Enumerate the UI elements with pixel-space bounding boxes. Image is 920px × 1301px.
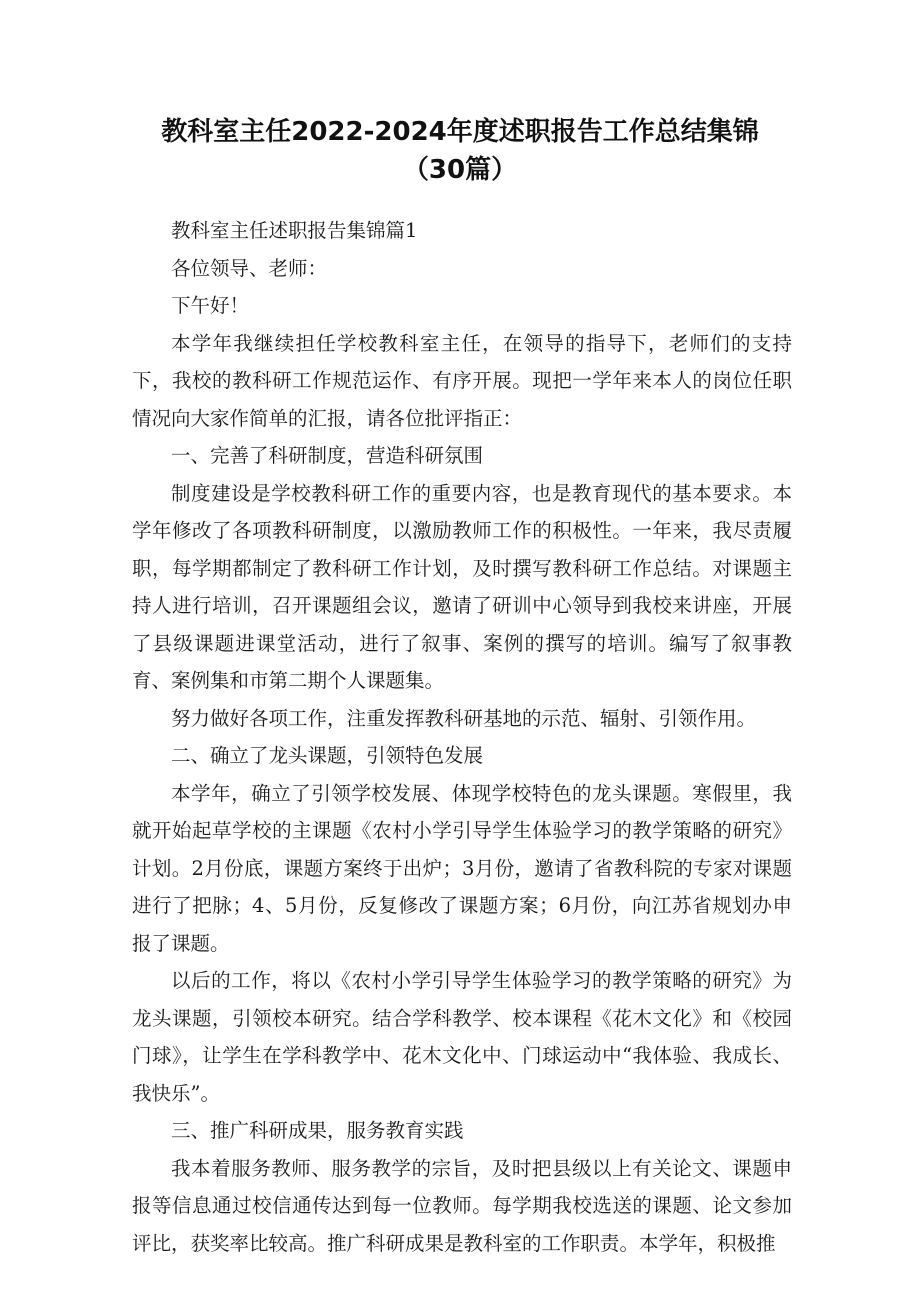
section-heading-3: 三、推广科研成果，服务教育实践: [171, 1119, 464, 1142]
body-paragraph: 以后的工作，将以《农村小学引导学生体验学习的教学策略的研究》为龙头课题，引领校本研究。结合学科教学、校本课程《花木文化》和《校园门球》，让学生在学科教学中、花木文化中、门球运动中“我体验、我成长、我快乐”。: [132, 969, 792, 1105]
document-title-line-1: 教科室主任2022-2024年度述职报告工作总结集锦: [161, 117, 759, 147]
section-heading-article-1: 教科室主任述职报告集锦篇1: [171, 219, 418, 242]
body-paragraph: 努力做好各项工作，注重发挥教科研基地的示范、辐射、引领作用。: [171, 706, 757, 730]
greeting: 下午好！: [171, 294, 250, 317]
body-paragraph: 本学年，确立了引领学校发展、体现学校特色的龙头课题。寒假里，我就开始起草学校的主课题《农村小学引导学生体验学习的教学策略的研究》计划。2月份底，课题方案终于出炉；3月份，邀请了省教科院的专家对课题进行了把脉；4、5月份，反复修改了课题方案；6月份，向江苏省规划办申报了课题。: [132, 781, 792, 955]
body-paragraph: 我本着服务教师、服务教学的宗旨，及时把县级以上有关论文、课题申报等信息通过校信通传达到每一位教师。每学期我校选送的课题、论文参加评比，获奖率比较高。推广科研成果是教科室的工作职责。本学年，积极推: [132, 1156, 792, 1255]
section-heading-2: 二、确立了龙头课题，引领特色发展: [171, 744, 484, 767]
body-paragraph: 制度建设是学校教科研工作的重要内容，也是教育现代的基本要求。本学年修改了各项教科研制度，以激励教师工作的积极性。一年来，我尽责履职，每学期都制定了教科研工作计划，及时撰写教科研工作总结。对课题主持人进行培训，召开课题组会议，邀请了研训中心领导到我校来讲座，开展了县级课题进课堂活动，进行了叙事、案例的撰写的培训。编写了叙事教育、案例集和市第二期个人课题集。: [132, 481, 792, 692]
section-heading-1: 一、完善了科研制度，营造科研氛围: [171, 444, 484, 467]
document-body: [132, 212, 792, 1262]
salutation: 各位领导、老师：: [171, 256, 328, 280]
document-title-line-2: （30篇）: [402, 155, 518, 185]
body-paragraph: 本学年我继续担任学校教科室主任，在领导的指导下，老师们的支持下，我校的教科研工作规范运作、有序开展。现把一学年来本人的岗位任职情况向大家作简单的汇报，请各位批评指正：: [132, 331, 792, 430]
